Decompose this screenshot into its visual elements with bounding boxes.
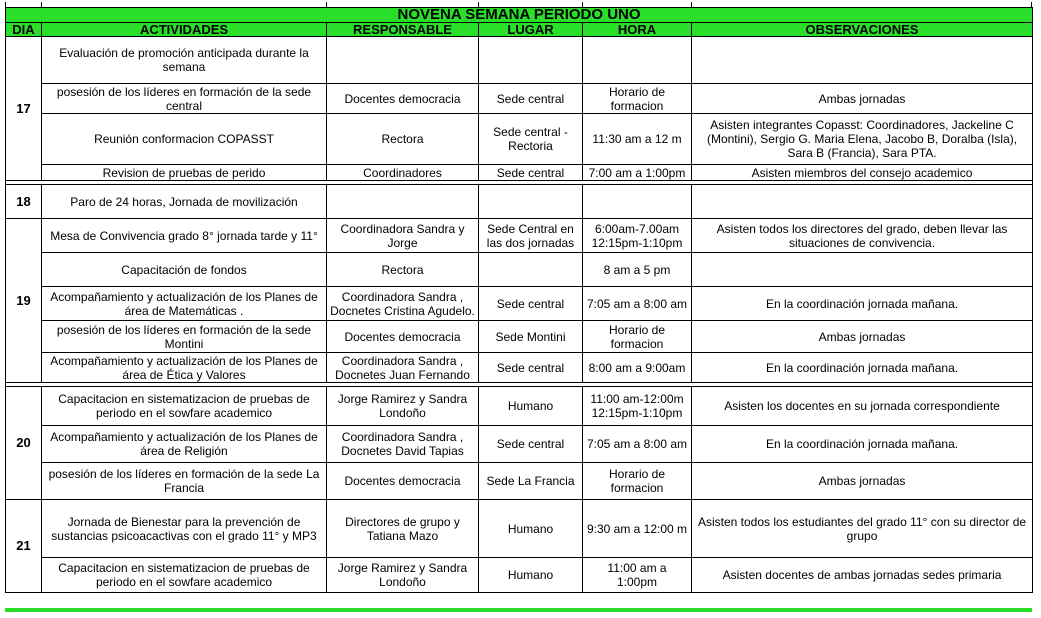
table-row <box>6 558 1033 593</box>
responsable-cell <box>327 37 479 84</box>
hora-cell: 7:00 am a 1:00pm <box>583 165 692 181</box>
actividad-cell: posesión de los líderes en formación de la sede La Francia <box>42 463 327 500</box>
day-cell: 18 <box>6 185 42 219</box>
day-cell: 20 <box>6 387 42 500</box>
responsable-cell: Directores de grupo y Tatiana Mazo <box>327 500 479 558</box>
lugar-cell: Humano <box>479 558 583 593</box>
lugar-cell <box>479 37 583 84</box>
observaciones-cell: Asisten todos los directores del grado, deben llevar las situaciones de convivencia. <box>692 219 1033 253</box>
hora-cell <box>583 185 692 219</box>
actividad-cell: Evaluación de promoción anticipada durante la semana <box>42 37 327 84</box>
lugar-cell: Sede La Francia <box>479 463 583 500</box>
lugar-cell: Humano <box>479 500 583 558</box>
hora-cell: 8 am a 5 pm <box>583 253 692 287</box>
table-row <box>6 353 1033 383</box>
actividad-cell: posesión de los líderes en formación de la sede Montini <box>42 321 327 353</box>
table-row <box>6 500 1033 558</box>
responsable-cell: Rectora <box>327 114 479 165</box>
actividad-cell: Acompañamiento y actualización de los Planes de área de Matemáticas . <box>42 287 327 321</box>
actividad-cell: posesión de los líderes en formación de la sede central <box>42 84 327 114</box>
actividad-cell: Acompañamiento y actualización de los Planes de área de Religión <box>42 426 327 463</box>
observaciones-cell: Ambas jornadas <box>692 463 1033 500</box>
table-row <box>6 37 1033 84</box>
header-lugar: LUGAR <box>479 23 583 37</box>
hora-cell: 7:05 am a 8:00 am <box>583 287 692 321</box>
schedule-sheet <box>5 2 1032 593</box>
lugar-cell: Sede central <box>479 353 583 383</box>
top-strip <box>5 2 1032 7</box>
observaciones-cell: En la coordinación jornada mañana. <box>692 287 1033 321</box>
actividad-cell: Capacitacion en sistematizacion de pruebas de periodo en el sowfare academico <box>42 558 327 593</box>
responsable-cell: Jorge Ramirez y Sandra Londoño <box>327 387 479 426</box>
observaciones-cell: Asisten los docentes en su jornada correspondiente <box>692 387 1033 426</box>
actividad-cell: Jornada de Bienestar para la prevención de sustancias psicoacactivas con el grado 11° y MP3 <box>42 500 327 558</box>
lugar-cell: Sede central <box>479 84 583 114</box>
lugar-cell: Sede central <box>479 287 583 321</box>
hora-cell: 6:00am-7.00am 12:15pm-1:10pm <box>583 219 692 253</box>
table-title: NOVENA SEMANA PERIODO UNO <box>6 8 1033 23</box>
header-hora: HORA <box>583 23 692 37</box>
hora-cell: 9:30 am a 12:00 m <box>583 500 692 558</box>
actividad-cell: Capacitación de fondos <box>42 253 327 287</box>
table-row <box>6 287 1033 321</box>
actividad-cell: Capacitacion en sistematizacion de pruebas de periodo en el sowfare academico <box>42 387 327 426</box>
responsable-cell: Coordinadora Sandra , Docnetes Juan Fernando <box>327 353 479 383</box>
responsable-cell: Docentes democracia <box>327 321 479 353</box>
day-cell: 19 <box>6 219 42 383</box>
observaciones-cell: Ambas jornadas <box>692 321 1033 353</box>
responsable-cell: Docentes democracia <box>327 84 479 114</box>
hora-cell: Horario de formacion <box>583 321 692 353</box>
observaciones-cell <box>692 37 1033 84</box>
hora-cell: 11:00 am a 1:00pm <box>583 558 692 593</box>
header-row <box>6 23 1033 37</box>
observaciones-cell: Asisten miembros del consejo academico <box>692 165 1033 181</box>
observaciones-cell: Asisten docentes de ambas jornadas sedes primaria <box>692 558 1033 593</box>
actividad-cell: Acompañamiento y actualización de los Planes de área de Ética y Valores <box>42 353 327 383</box>
observaciones-cell: Asisten integrantes Copasst: Coordinadores, Jackeline C (Montini), Sergio G. Maria Elena, Jacobo B, Doralba (Isla), Sara B (Francia), Sara PTA. <box>692 114 1033 165</box>
responsable-cell: Coordinadores <box>327 165 479 181</box>
table-row <box>6 463 1033 500</box>
responsable-cell <box>327 185 479 219</box>
lugar-cell: Sede Central en las dos jornadas <box>479 219 583 253</box>
responsable-cell: Coordinadora Sandra , Docnetes David Tapias <box>327 426 479 463</box>
header-actividades: ACTIVIDADES <box>42 23 327 37</box>
actividad-cell: Mesa de Convivencia grado 8° jornada tarde y 11° <box>42 219 327 253</box>
header-responsable: RESPONSABLE <box>327 23 479 37</box>
observaciones-cell: En la coordinación jornada mañana. <box>692 353 1033 383</box>
hora-cell <box>583 37 692 84</box>
table-row <box>6 114 1033 165</box>
day-cell: 21 <box>6 500 42 593</box>
day-cell: 17 <box>6 37 42 181</box>
table-row <box>6 253 1033 287</box>
schedule-table <box>5 7 1033 593</box>
hora-cell: Horario de formacion <box>583 84 692 114</box>
hora-cell: 7:05 am a 8:00 am <box>583 426 692 463</box>
header-dia: DIA <box>6 23 42 37</box>
lugar-cell: Humano <box>479 387 583 426</box>
table-row <box>6 321 1033 353</box>
table-row <box>6 84 1033 114</box>
actividad-cell: Paro de 24 horas, Jornada de movilización <box>42 185 327 219</box>
lugar-cell: Sede Montini <box>479 321 583 353</box>
hora-cell: 8:00 am a 9:00am <box>583 353 692 383</box>
hora-cell: 11:00 am-12:00m 12:15pm-1:10pm <box>583 387 692 426</box>
responsable-cell: Docentes democracia <box>327 463 479 500</box>
bottom-green-bar <box>5 608 1032 612</box>
table-row <box>6 426 1033 463</box>
table-row <box>6 185 1033 219</box>
hora-cell: Horario de formacion <box>583 463 692 500</box>
actividad-cell: Revision de pruebas de perido <box>42 165 327 181</box>
lugar-cell: Sede central - Rectoria <box>479 114 583 165</box>
observaciones-cell <box>692 253 1033 287</box>
lugar-cell <box>479 185 583 219</box>
responsable-cell: Coordinadora Sandra y Jorge <box>327 219 479 253</box>
lugar-cell: Sede central <box>479 426 583 463</box>
header-observaciones: OBSERVACIONES <box>692 23 1033 37</box>
lugar-cell <box>479 253 583 287</box>
actividad-cell: Reunión conformacion COPASST <box>42 114 327 165</box>
responsable-cell: Jorge Ramirez y Sandra Londoño <box>327 558 479 593</box>
hora-cell: 11:30 am a 12 m <box>583 114 692 165</box>
observaciones-cell <box>692 185 1033 219</box>
observaciones-cell: En la coordinación jornada mañana. <box>692 426 1033 463</box>
responsable-cell: Coordinadora Sandra , Docnetes Cristina Agudelo. <box>327 287 479 321</box>
table-row <box>6 387 1033 426</box>
title-row <box>6 8 1033 23</box>
observaciones-cell: Asisten todos los estudiantes del grado 11° con su director de grupo <box>692 500 1033 558</box>
table-row <box>6 165 1033 181</box>
table-row <box>6 219 1033 253</box>
responsable-cell: Rectora <box>327 253 479 287</box>
observaciones-cell: Ambas jornadas <box>692 84 1033 114</box>
lugar-cell: Sede central <box>479 165 583 181</box>
